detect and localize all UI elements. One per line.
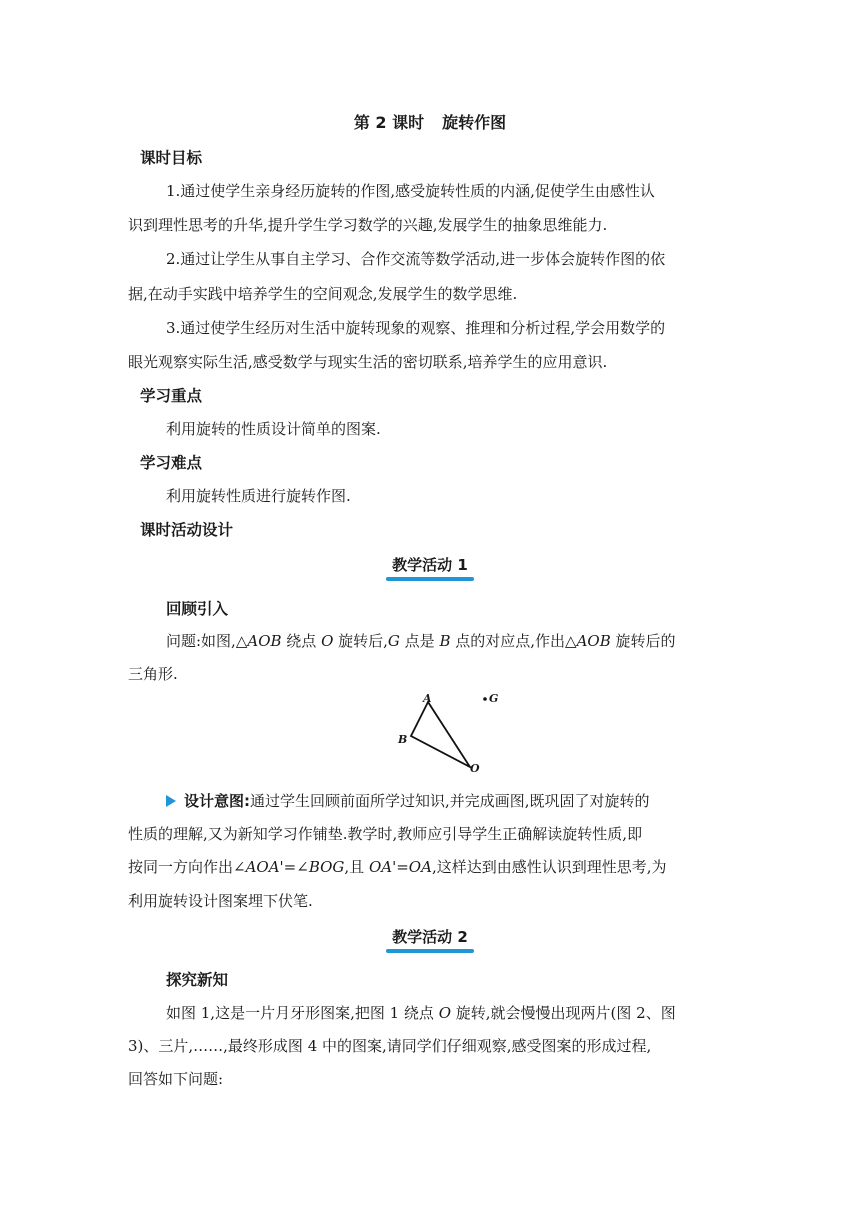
activity-2-line-2: 3)、三片,……,最终形成图 4 中的图案,请同学们仔细观察,感受图案的形成过程, — [128, 1037, 652, 1055]
activity-1-subheading: 回顾引入 — [166, 600, 229, 618]
activity-2-badge — [0, 926, 860, 950]
label-b: B — [398, 733, 408, 746]
activity-2-badge-label: 教学活动 2 — [388, 926, 472, 950]
difficulties-heading: 学习难点 — [140, 454, 203, 472]
objective-3-line-1: 3.通过使学生经历对生活中旋转现象的观察、推理和分析过程,学会用数学的 — [166, 319, 666, 337]
activity-2-subheading: 探究新知 — [166, 971, 229, 989]
design-intent-label: 设计意图: — [184, 792, 250, 810]
key-points-text: 利用旋转的性质设计简单的图案. — [166, 420, 381, 438]
design-intent-line-2: 性质的理解,又为新知学习作铺垫.教学时,教师应引导学生正确解读旋转性质,即 — [128, 825, 643, 843]
design-heading: 课时活动设计 — [140, 521, 234, 539]
objective-1-line-2: 识到理性思考的升华,提升学生学习数学的兴趣,发展学生的抽象思维能力. — [128, 216, 608, 234]
activity-2-line-1: 如图 1,这是一片月牙形图案,把图 1 绕点 O 旋转,就会慢慢出现两片(图 2、图 — [166, 1004, 676, 1022]
activity-1-question-line-1: 问题:如图,△AOB 绕点 O 旋转后,G 点是 B 点的对应点,作出△AOB 旋转后的 — [166, 632, 676, 650]
label-o: O — [470, 762, 480, 775]
difficulties-text: 利用旋转性质进行旋转作图. — [166, 487, 351, 505]
objective-2-line-2: 据,在动手实践中培养学生的空间观念,发展学生的数学思维. — [128, 285, 518, 303]
objectives-heading: 课时目标 — [140, 149, 203, 167]
triangle-aob-shape — [411, 702, 470, 767]
key-points-heading: 学习重点 — [140, 387, 203, 405]
design-intent-line-3: 按同一方向作出∠AOA'=∠BOG,且 OA'=OA,这样达到由感性认识到理性思考,为 — [128, 858, 667, 876]
design-intent-line-4: 利用旋转设计图案埋下伏笔. — [128, 892, 313, 910]
arrow-icon — [166, 795, 176, 807]
activity-1-badge-label: 教学活动 1 — [388, 554, 472, 578]
activity-2-line-3: 回答如下问题: — [128, 1070, 224, 1088]
objective-3-line-2: 眼光观察实际生活,感受数学与现实生活的密切联系,培养学生的应用意识. — [128, 353, 608, 371]
title-topic: 旋转作图 — [442, 113, 507, 132]
label-g: G — [489, 692, 499, 705]
activity-1-badge — [0, 554, 860, 578]
activity-1-question-line-2: 三角形. — [128, 665, 178, 683]
objective-2-line-1: 2.通过让学生从事自主学习、合作交流等数学活动,进一步体会旋转作图的依 — [166, 250, 666, 268]
title-lesson-number: 第 2 课时 — [353, 113, 425, 132]
point-g — [483, 697, 487, 701]
objective-1-line-1: 1.通过使学生亲身经历旋转的作图,感受旋转性质的内涵,促使学生由感性认 — [166, 182, 655, 200]
label-a: A — [423, 692, 432, 705]
design-intent-line-1: 设计意图:通过学生回顾前面所学过知识,并完成画图,既巩固了对旋转的 — [166, 790, 650, 811]
page-title — [0, 110, 860, 133]
